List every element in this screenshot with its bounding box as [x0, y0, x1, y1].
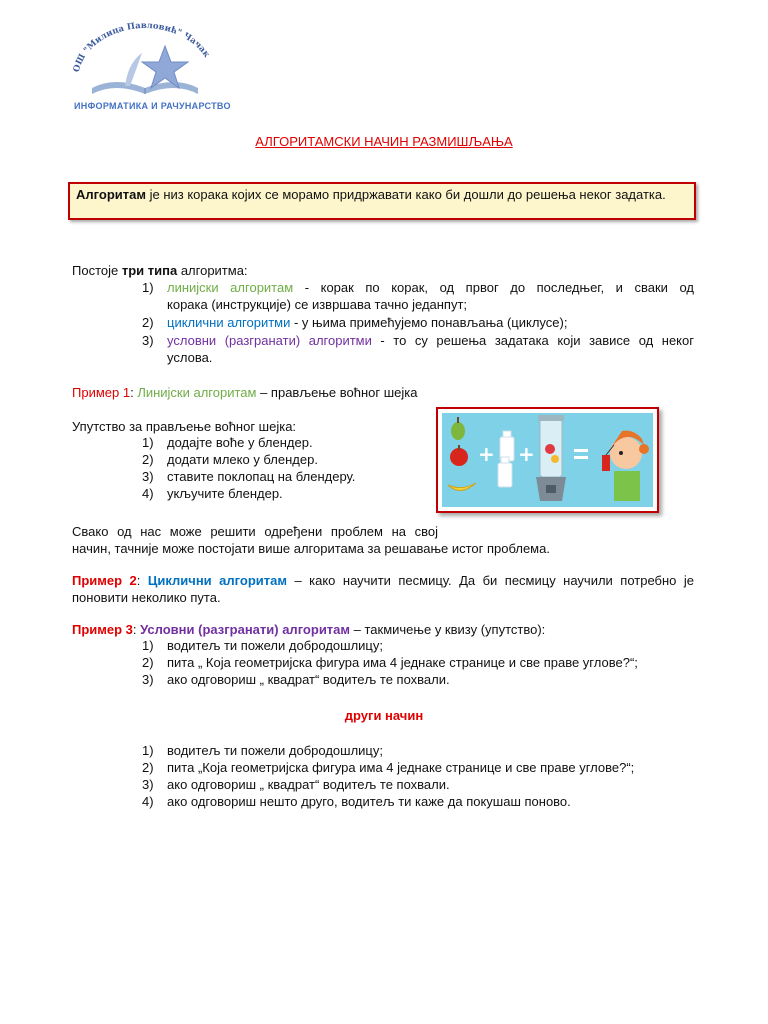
type-item-1: 1) линијски алгоритам - корак по корак, од првог до последњег, и сваки од	[142, 280, 694, 295]
example-1-heading: Пример 1: Линијски алгоритам – прављење воћног шејка	[72, 385, 418, 400]
alt-step: 3) ако одговориш „ квадрат“ водитељ те похвали.	[142, 777, 450, 792]
definition-term: Алгоритам	[76, 187, 146, 202]
paragraph-line-2: начин, тачније може постојати више алгоритама за решавање истог проблема.	[72, 541, 550, 556]
smoothie-illustration	[436, 407, 659, 513]
example-1-step: 3) ставите поклопац на блендеру.	[142, 469, 356, 484]
paragraph-line-1: Свако од нас може решити одређени проблем на свој	[72, 524, 438, 539]
smoothie-image	[438, 409, 657, 511]
definition-box	[68, 182, 696, 220]
milk-bottle-icon	[498, 463, 512, 487]
type-item-3: 3) условни (разгранати) алгоритми - то су решења задатака који зависе од неког	[142, 333, 694, 348]
svg-text:+: +	[478, 442, 495, 466]
smoothie-glass-icon	[602, 455, 610, 471]
apple-icon	[450, 448, 468, 466]
svg-text:+: +	[518, 442, 535, 466]
alt-step: 4) ако одговориш нешто друго, водитељ ти каже да покушаш поново.	[142, 794, 571, 809]
logo-star-icon	[142, 46, 188, 88]
example-2-cont: поновити неколико пута.	[72, 590, 221, 605]
example-1-step: 4) укључите блендер.	[142, 486, 283, 501]
example-3-heading: Пример 3: Условни (разгранати) алгоритам – такмичење у квизу (упутство):	[72, 622, 546, 637]
girl-icon	[610, 437, 642, 469]
definition-text: је низ корака којих се морамо придржавати како би дошли до решења неког задатка.	[145, 187, 666, 202]
alt-step: 2) пита „Која геометријска фигура има 4 једнаке странице и све праве углове?“;	[142, 760, 635, 775]
example-3-step: 2) пита „ Која геометријска фигура има 4 једнаке странице и све праве углове?“;	[142, 655, 638, 670]
example-1-step: 1) додајте воће у блендер.	[142, 435, 313, 450]
page-title: АЛГОРИТАМСКИ НАЧИН РАЗМИШЉАЊА	[255, 134, 513, 149]
type-item-2: 2) циклични алгоритми - у њима примећујемо понављања (циклусе);	[142, 315, 568, 330]
example-1-instructions-title: Упутство за прављење воћног шејка:	[72, 419, 297, 434]
example-1-step: 2) додати млеко у блендер.	[142, 452, 318, 467]
types-intro: Постоје три типа алгоритма:	[72, 263, 248, 278]
alt-heading: други начин	[344, 708, 424, 723]
school-subtitle: ИНФОРМАТИКА И РАЧУНАРСТВО	[74, 101, 231, 111]
type-item-3-cont: услова.	[167, 350, 213, 365]
example-2-heading: Пример 2: Циклични алгоритам – како научити песмицу. Да би песмицу научили потребно је	[72, 573, 694, 588]
logo-quill-icon	[125, 53, 142, 86]
pear-icon	[451, 422, 465, 440]
svg-text:ОШ "Милица Павловић" Чачак: ОШ "Милица Павловић" Чачак	[71, 20, 212, 74]
example-3-step: 1) водитељ ти пожели добродошлицу;	[142, 638, 383, 653]
alt-step: 1) водитељ ти пожели добродошлицу;	[142, 743, 383, 758]
type-item-1-cont: корака (инструкције) се извршава тачно једанпут;	[167, 297, 468, 312]
example-3-step: 3) ако одговориш „ квадрат“ водитељ те похвали.	[142, 672, 450, 687]
